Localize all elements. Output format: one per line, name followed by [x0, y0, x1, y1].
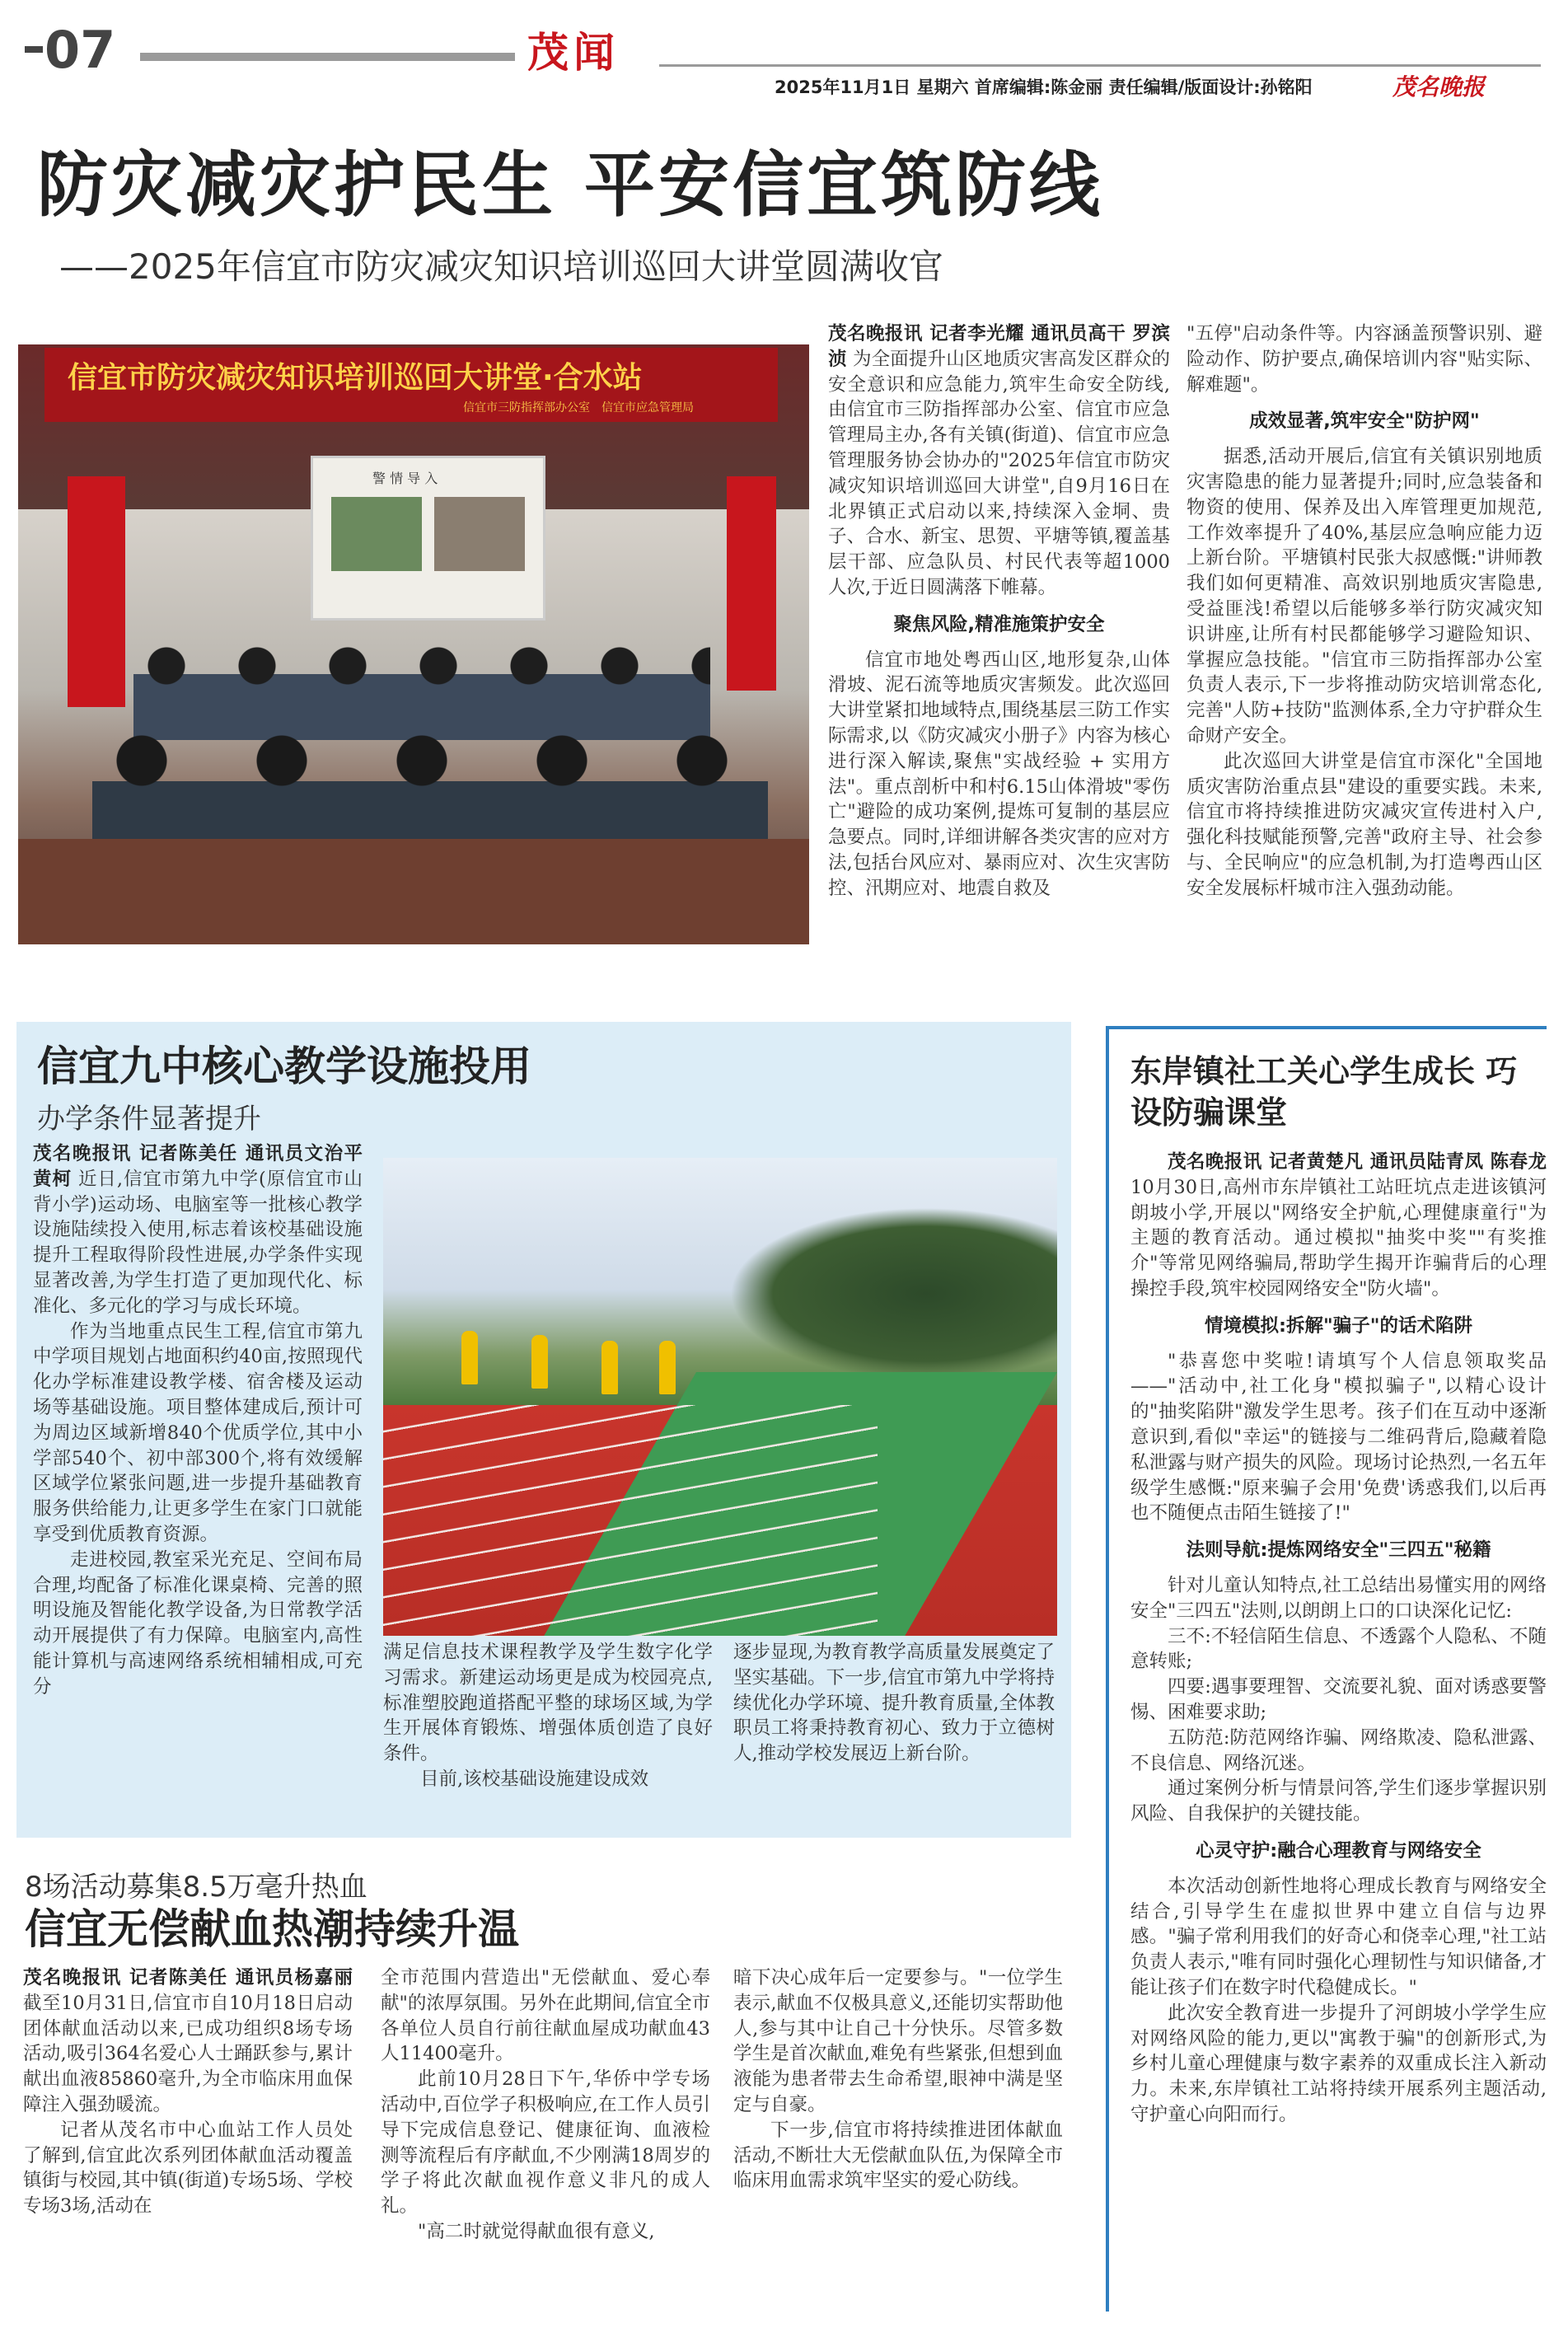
- blood-p2: 记者从茂名市中心血站工作人员处了解到,信宜此次系列团体献血活动覆盖镇街与校园,其中镇(街道)专场5场、学校专场3场,活动在: [23, 2119, 353, 2218]
- lead-byline: 茂名晚报讯 记者李光耀 通讯员高干 罗滨浈: [828, 323, 1170, 370]
- page-number-dash: [25, 46, 43, 53]
- school-byline: 茂名晚报讯 记者陈美任 通讯员文治平 黄柯: [33, 1143, 363, 1190]
- blood-p3: 全市范围内营造出"无偿献血、爱心奉献"的浓厚氛围。另外在此期间,信宜全市各单位人员自行前往献血屋成功献血43人11400毫升。: [381, 1967, 711, 2065]
- runner-1: [461, 1331, 478, 1384]
- social-p2: "恭喜您中奖啦!请填写个人信息领取奖品——"活动中,社工化身"模拟骗子",以精心设计的"抽奖陷阱"激发学生思考。孩子们在互动中逐渐意识到,看似"幸运"的链接与二维码背后,隐藏着隐私泄露与财产损失的风险。现场讨论热烈,一名五年级学生感慨:"原来骗子会用'免费'诱惑我们,以后再也不随便点击陌生链接了!": [1130, 1350, 1547, 1525]
- social-h2: 法则导航:提炼网络安全"三四五"秘籍: [1186, 1539, 1491, 1562]
- blood-headline: 信宜无偿献血热潮持续升温: [25, 1905, 519, 1953]
- social-p5: 四要:遇事要理智、交流要礼貌、面对诱惑要警惕、困难要求助;: [1130, 1676, 1547, 1723]
- social-p1-text: 10月30日,高州市东岸镇社工站旺坑点走进该镇河朗坡小学,开展以"网络安全护航,心理健康童行"为主题的教育活动。通过模拟"抽奖中奖""有奖推介"等常见网络骗局,帮助学生揭开诈骗背后的心理操控手段,筑牢校园网络安全"防火墙"。: [1130, 1176, 1547, 1300]
- social-p7: 通过案例分析与情景问答,学生们逐步掌握识别风险、自我保护的关键技能。: [1130, 1778, 1547, 1825]
- lead-p2: 信宜市地处粤西山区,地形复杂,山体滑坡、泥石流等地质灾害频发。此次巡回大讲堂紧扣地域特点,围绕基层三防工作实际需求,以《防灾减灾小册子》内容为核心进行深入解读,聚焦"实战经验 + 实用方法"。重点剖析中和村6.15山体滑坡"零伤亡"避险的成功案例,提炼可复制的基层应急要点。同时,详细讲解各类灾害的应对方法,包括台风应对、暴雨应对、次生灾害防控、汛期应对、地震自救及: [828, 649, 1170, 899]
- social-h3: 心灵守护:融合心理教育与网络安全: [1196, 1839, 1481, 1862]
- paper-logo: 茂名晚报: [1392, 73, 1486, 101]
- blood-p1: [23, 1965, 353, 2118]
- lead-p3: "五停"启动条件等。内容涵盖预警识别、避险动作、防护要点,确保培训内容"贴实际、解难题"。: [1187, 323, 1542, 396]
- social-border: [1106, 1026, 1109, 2312]
- social-p1: [1130, 1150, 1547, 1302]
- desk-front: [18, 839, 809, 944]
- school-col-3: [733, 1640, 1055, 1767]
- audience-row-2: [92, 732, 768, 855]
- runner-3: [601, 1341, 618, 1394]
- blood-kicker: 8场活动募集8.5万毫升热血: [25, 1871, 367, 1904]
- blood-p5: "高二时就觉得献血很有意义,: [418, 2220, 655, 2242]
- lecture-photo: [18, 344, 809, 944]
- blood-col-1: [23, 1965, 353, 2219]
- lead-p1: [828, 321, 1170, 601]
- blood-col-3: [733, 1965, 1063, 2194]
- right-flag: [727, 476, 776, 691]
- school-p5: 目前,该校基础设施建设成效: [420, 1768, 649, 1790]
- lead-p1-text: 为全面提升山区地质灾害高发区群众的安全意识和应急能力,筑牢生命安全防线,由信宜市三防指挥部办公室、信宜市应急管理局主办,各有关镇(街道)、信宜市应急管理服务协会协办的"2025年信宜市防灾减灾知识培训巡回大讲堂",自9月16日在北界镇正式启动以来,持续深入金垌、贵子、合水、新宝、思贺、平塘等镇,覆盖基层干部、应急队员、村民代表等超1000人次,于近日圆满落下帷幕。: [828, 348, 1170, 598]
- school-col-1: [33, 1141, 363, 1700]
- page-header: [0, 0, 1568, 99]
- blood-byline: 茂名晚报讯 记者陈美任 通讯员杨嘉丽: [23, 1967, 353, 1988]
- school-p1: [33, 1141, 363, 1319]
- section-title: 茂闻: [527, 28, 620, 77]
- lead-col-2: [1187, 321, 1542, 902]
- social-headline: 东岸镇社工关心学生成长 巧设防骗课堂: [1130, 1053, 1518, 1131]
- lead-h1: 聚焦风险,精准施策护安全: [893, 613, 1105, 635]
- school-headline: 信宜九中核心教学设施投用: [37, 1042, 531, 1090]
- social-h1: 情境模拟:拆解"骗子"的话术陷阱: [1205, 1314, 1472, 1337]
- lecture-banner-text: 信宜市防灾减灾知识培训巡回大讲堂·合水站: [68, 361, 643, 395]
- screen-image: [331, 497, 422, 571]
- lecture-banner-sub: 信宜市三防指挥部办公室 信宜市应急管理局: [463, 401, 694, 415]
- social-p8: 本次活动创新性地将心理成长教育与网络安全结合,引导学生在虚拟世界中建立自信与边界感。"骗子常利用我们的好奇心和侥幸心理,"社工站负责人表示,"唯有同时强化心理韧性与知识储备,才能让孩子们在数字时代稳健成长。": [1130, 1875, 1547, 1998]
- projection-screen-text: 警 情 导 入: [372, 471, 438, 486]
- left-flag: [68, 476, 125, 707]
- date-line: 2025年11月1日 星期六 首席编辑:陈金丽 责任编辑/版面设计:孙铭阳: [775, 77, 1313, 97]
- runner-2: [531, 1335, 548, 1389]
- school-p2: 作为当地重点民生工程,信宜市第九中学项目规划占地面积约40亩,按照现代化办学标准建设教学楼、宿舍楼及运动场等基础设施。项目整体建成后,预计可为周边区域新增840个优质学位,其中小学部540个、初中部300个,将有效缓解区域学位紧张问题,进一步提升基础教育服务供给能力,让更多学生在家门口就能享受到优质教育资源。: [33, 1320, 363, 1545]
- page-number: 07: [44, 20, 116, 80]
- school-col-2: [383, 1640, 713, 1792]
- social-p9: 此次安全教育进一步提升了河朗坡小学学生应对网络风险的能力,更以"寓教于骗"的创新形式,为乡村儿童心理健康与数字素养的双重成长注入新动力。未来,东岸镇社工站将持续开展系列主题活动,守护童心向阳而行。: [1130, 2002, 1547, 2125]
- school-p4: 满足信息技术课程教学及学生数字化学习需求。新建运动场更是成为校园亮点,标准塑胶跑道搭配平整的球场区域,为学生开展体育锻炼、增强体质创造了良好条件。: [383, 1642, 713, 1765]
- social-col: [1130, 1150, 1547, 2128]
- blood-col-2: [381, 1965, 710, 2245]
- lead-col-1: [828, 321, 1170, 902]
- lead-headline: 防灾减灾护民生 平安信宜筑防线: [37, 144, 1103, 227]
- blood-p4: 此前10月28日下午,华侨中学专场活动中,百位学子积极响应,在工作人员引导下完成信息登记、健康征询、血液检测等流程后有序献血,不少刚满18周岁的学子将此次献血视作意义非凡的成人礼。: [381, 2068, 710, 2218]
- blood-p1-text: 截至10月31日,信宜市自10月18日启动团体献血活动以来,已成功组织8场专场活动,吸引364名爱心人士踊跃参与,累计献出血液85860毫升,为全市临床用血保障注入强劲暖流。: [23, 1992, 353, 2115]
- school-p6: 逐步显现,为教育教学高质量发展奠定了坚实基础。下一步,信宜市第九中学将持续优化办学环境、提升教育质量,全体教职员工将秉持教育初心、致力于立德树人,推动学校发展迈上新台阶。: [733, 1642, 1055, 1765]
- lead-p5: 此次巡回大讲堂是信宜市深化"全国地质灾害防治重点县"建设的重要实践。未来,信宜市将持续推进防灾减灾宣传进村入户,强化科技赋能预警,完善"政府主导、社会参与、全民响应"的应急机制,为打造粤西山区安全发展标杆城市注入强劲动能。: [1187, 750, 1542, 899]
- header-rule-right: [659, 64, 1541, 67]
- screen-image-2: [434, 497, 525, 571]
- runner-4: [659, 1341, 676, 1394]
- lead-h2: 成效显著,筑牢安全"防护网": [1249, 410, 1480, 433]
- school-subhead: 办学条件显著提升: [37, 1103, 261, 1136]
- lead-p4: 据悉,活动开展后,信宜有关镇识别地质灾害隐患的能力显著提升;同时,应急装备和物资的使用、保养及出入库管理更加规范,工作效率提升了40%,基层应急响应能力迈上新台阶。平塘镇村民张大叔感慨:"讲师教我们如何更精准、高效识别地质灾害隐患,受益匪浅!希望以后能够多举行防灾减灾知识讲座,让所有村民都能够学习避险知识、掌握应急技能。"信宜市三防指挥部办公室负责人表示,下一步将推动防灾培训常态化,完善"人防+技防"监测体系,全力守护群众生命财产安全。: [1187, 446, 1542, 747]
- lane-lines: [383, 1405, 878, 1636]
- trees: [729, 1207, 1057, 1380]
- social-p6: 五防范:防范网络诈骗、网络欺凌、隐私泄露、不良信息、网络沉迷。: [1130, 1726, 1547, 1774]
- school-p1-text: 近日,信宜市第九中学(原信宜市山背小学)运动场、电脑室等一批核心教学设施陆续投入使用,标志着该校基础设施提升工程取得阶段性进展,办学条件实现显著改善,为学生打造了更加现代化、标准化、多元化的学习与成长环境。: [33, 1168, 363, 1317]
- track-photo: [383, 1158, 1057, 1636]
- social-byline: 茂名晚报讯 记者黄楚凡 通讯员陆青凤 陈春龙: [1168, 1151, 1547, 1173]
- social-p3: 针对儿童认知特点,社工总结出易懂实用的网络安全"三四五"法则,以朗朗上口的口诀深化记忆:: [1130, 1574, 1547, 1622]
- school-p3: 走进校园,教室采光充足、空间布局合理,均配备了标准化课桌椅、完善的照明设施及智能化教学设备,为日常教学活动开展提供了有力保障。电脑室内,高性能计算机与高速网络系统相辅相成,可充分: [33, 1548, 363, 1698]
- social-top-rule: [1106, 1026, 1547, 1029]
- social-p4: 三不:不轻信陌生信息、不透露个人隐私、不随意转账;: [1130, 1625, 1547, 1673]
- header-rule-left: [140, 53, 515, 61]
- audience-row-1: [133, 641, 710, 740]
- blood-p6: 暗下决心成年后一定要参与。"一位学生表示,献血不仅极具意义,还能切实帮助他人,参与其中让自己十分快乐。尽管多数学生是首次献血,难免有些紧张,但想到血液能为患者带去生命希望,眼神中满是坚定与自豪。: [733, 1967, 1063, 2115]
- lead-subhead: ——2025年信宜市防灾减灾知识培训巡回大讲堂圆满收官: [59, 246, 943, 287]
- blood-p7: 下一步,信宜市将持续推进团体献血活动,不断壮大无偿献血队伍,为保障全市临床用血需求筑牢坚实的爱心防线。: [733, 2119, 1063, 2192]
